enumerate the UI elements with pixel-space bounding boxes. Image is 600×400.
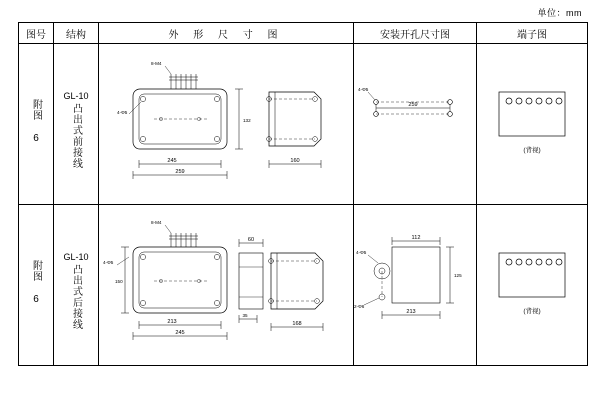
row2-structure-label: 凸出式后接线 — [70, 264, 82, 330]
row2-dim-245: 245 — [175, 330, 185, 336]
row2-structure-cell — [54, 205, 99, 366]
row1-note-8m4: 8-M4 — [151, 61, 162, 66]
header-hole: 安装开孔尺寸图 — [354, 23, 477, 44]
row2-dim-60: 60 — [247, 237, 255, 243]
row2-outline-cell — [99, 205, 354, 366]
specification-table — [18, 22, 588, 366]
row1-number-label: 附图 6 — [30, 98, 42, 145]
row2-hole-cell — [354, 205, 477, 366]
row2-dim-213: 213 — [167, 319, 177, 325]
row1-terminal-note: (背视) — [523, 147, 541, 154]
row2-hole-note-4phi5: 4-Φ5 — [356, 250, 367, 255]
header-outline: 外 形 尺 寸 图 — [99, 23, 354, 44]
row2-terminal-drawing — [477, 205, 587, 365]
row2-note-8m4: 8-M4 — [151, 220, 162, 225]
table-row — [19, 205, 588, 366]
header-terminal: 端子图 — [477, 23, 588, 44]
row2-dim-150: 150 — [115, 279, 123, 284]
row2-hole-drawing — [354, 205, 476, 365]
row2-dim-168: 168 — [292, 321, 302, 327]
row1-dim-132: 132 — [243, 118, 251, 123]
row1-structure-model: GL-10 — [63, 91, 89, 101]
row1-structure-cell — [54, 44, 99, 205]
row2-number-label: 附图 6 — [30, 259, 42, 306]
row1-dim-245: 245 — [167, 158, 177, 164]
row2-hole-dim-125: 125 — [454, 273, 462, 278]
row1-terminal-drawing — [477, 44, 587, 204]
row2-outline-drawing — [99, 205, 353, 365]
row1-outline-drawing — [99, 44, 353, 204]
row1-terminal-cell — [477, 44, 588, 205]
row1-outline-cell — [99, 44, 354, 205]
row2-hole-note-2phi6: 2-Φ6 — [354, 304, 365, 309]
header-structure: 结构 — [54, 23, 99, 44]
row2-hole-dim-213: 213 — [406, 309, 416, 315]
header-number: 图号 — [19, 23, 54, 44]
row2-note-4phi5: 4-Φ5 — [103, 260, 114, 265]
row1-structure-label: 凸出式前接线 — [70, 103, 82, 169]
row1-dim-259: 259 — [175, 169, 185, 175]
unit-note: 单位：mm — [537, 8, 582, 18]
row2-hole-dim-112: 112 — [411, 235, 421, 241]
row2-structure-model: GL-10 — [63, 252, 89, 262]
row1-number-cell — [19, 44, 54, 205]
row2-terminal-cell — [477, 205, 588, 366]
row1-hole-dim-259: 259 — [408, 102, 418, 108]
table-row — [19, 44, 588, 205]
row1-dim-160: 160 — [290, 158, 300, 164]
row2-dim-35: 35 — [242, 313, 248, 318]
row1-note-4phi5: 4-Φ5 — [117, 110, 128, 115]
row2-terminal-note: (背视) — [523, 308, 541, 315]
row1-hole-note: 4-Φ5 — [358, 87, 369, 92]
table-header-row — [19, 23, 588, 44]
row1-hole-cell — [354, 44, 477, 205]
row1-hole-drawing — [354, 44, 476, 204]
row2-number-cell — [19, 205, 54, 366]
